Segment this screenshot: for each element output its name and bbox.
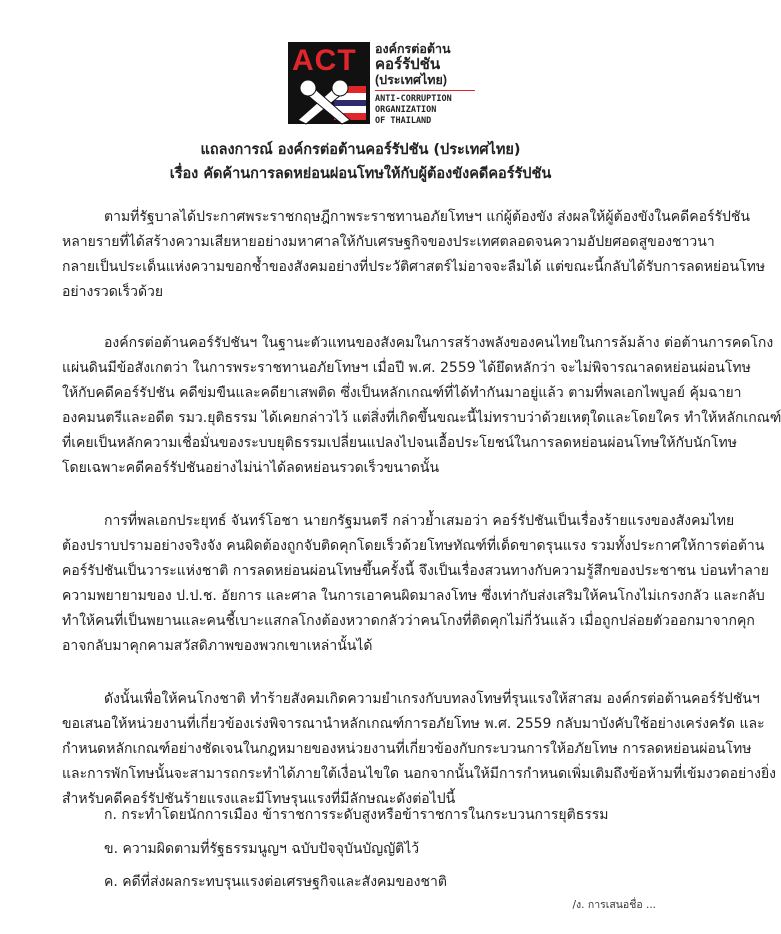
paragraph-line: ขอเสนอให้หน่วยงานที่เกี่ยวข้องเร่งพิจารณานำหลักเกณฑ์การอภัยโทษ พ.ศ. 2559 กลับมาบังคับใช้อย่างเคร่งครัด และ — [62, 716, 765, 732]
act-logo — [288, 42, 473, 124]
document-subject: เรื่อง คัดค้านการลดหย่อนผ่อนโทษให้กับผู้ต้องขังคดีคอร์รัปชัน — [169, 166, 552, 182]
paragraph-line: กำหนดหลักเกณฑ์อย่างชัดเจนในกฎหมายของหน่วยงานที่เกี่ยวข้องกับกระบวนการให้อภัยโทษ การลดหย่อนผ่อนโทษ — [62, 741, 752, 757]
paragraph-line: ที่เคยเป็นหลักความเชื่อมั่นของระบบยุติธรรมเปลี่ยนแปลงไปจนเอื้อประโยชน์ในการลดหย่อนผ่อนโทษให้กับนักโทษ — [62, 435, 737, 451]
paragraph-line: และการพักโทษนั้นจะสามารถกระทำได้ภายใต้เงื่อนไขใด นอกจากนั้นให้มีการกำหนดเพิ่มเติมถึงข้อห้ามที่เข้มงวดอย่างยิ่ง — [62, 766, 776, 782]
paragraph-line: การที่พลเอกประยุทธ์ จันทร์โอชา นายกรัฐมนตรี กล่าวย้ำเสมอว่า คอร์รัปชันเป็นเรื่องร้ายแรงของสังคมไทย — [104, 513, 735, 529]
paragraph — [62, 205, 766, 305]
page-continuation: /ง. การเสนอชื่อ ... — [572, 899, 656, 911]
logo-thai-line: (ประเทศไทย) — [375, 73, 447, 87]
paragraph-line: องค์กรต่อต้านคอร์รัปชันฯ ในฐานะตัวแทนของสังคมในการสร้างพลังของคนไทยในการล้มล้าง ต่อต้านการคดโกง — [104, 335, 774, 351]
paragraph-line: คอร์รัปชันเป็นวาระแห่งชาติ การลดหย่อนผ่อนโทษขึ้นครั้งนี้ จึงเป็นเรื่องสวนทางกับความรู้สึกของประชาชน บ่อนทำลาย — [62, 563, 769, 579]
paragraph-line: ความพยายามของ ป.ป.ช. อัยการ และศาล ในการเอาคนผิดมาลงโทษ ซึ่งเท่ากับส่งเสริมให้คนโกงไม่เกรงกลัว และกลับ — [62, 588, 765, 604]
document-title: แถลงการณ์ องค์กรต่อต้านคอร์รัปชัน (ประเทศไทย) — [200, 142, 521, 158]
paragraph-line: ตามที่รัฐบาลได้ประกาศพระราชกฤษฎีกาพระราชทานอภัยโทษฯ แก่ผู้ต้องขัง ส่งผลให้ผู้ต้องขังในคดีคอร์รัปชัน — [104, 209, 750, 225]
list-item: ก. กระทำโดยนักการเมือง ข้าราชการระดับสูงหรือข้าราชการในกระบวนการยุติธรรม — [104, 807, 609, 823]
paragraph-line: อาจกลับมาคุกคามสวัสดิภาพของพวกเขาเหล่านั้นได้ — [62, 638, 373, 654]
paragraph — [62, 331, 781, 481]
logo-english-line: ORGANIZATION — [375, 105, 437, 115]
paragraph-line: องคมนตรีและอดีต รมว.ยุติธรรม ได้เคยกล่าวไว้ แต่สิ่งที่เกิดขึ้นขณะนี้ไม่ทราบว่าด้วยเหตุใดและโดยใคร ทำให้หลักเกณฑ์ — [62, 410, 781, 426]
logo-english-line: OF THAILAND — [375, 116, 432, 126]
paragraph-line: โดยเฉพาะคดีคอร์รัปชันอย่างไม่น่าได้ลดหย่อนรวดเร็วขนาดนั้น — [62, 460, 440, 476]
paragraph-line: อย่างรวดเร็วด้วย — [62, 284, 164, 300]
logo-english-line: ANTI-CORRUPTION — [375, 94, 452, 104]
paragraph-line: ให้กับคดีคอร์รัปชัน คดีข่มขืนและคดียาเสพติด ซึ่งเป็นหลักเกณฑ์ที่ได้ทำกันมาอยู่แล้ว ตามที่พลเอกไพบูลย์ คุ้มฉายา — [62, 385, 742, 401]
list-item: ข. ความผิดตามที่รัฐธรรมนูญฯ ฉบับปัจจุบันบัญญัติไว้ — [104, 841, 420, 857]
crossed-arms-icon — [294, 80, 354, 124]
logo-text — [375, 42, 475, 127]
paragraph-line: สำหรับคดีคอร์รัปชันร้ายแรงและมีโทษรุนแรงที่มีลักษณะดังต่อไปนี้ — [62, 791, 456, 807]
paragraph-line: กลายเป็นประเด็นแห่งความขอกช้ำของสังคมอย่างที่ประวัติศาสตร์ไม่อาจจะลืมได้ แต่ขณะนี้กลับได้รับการลดหย่อนโทษ — [62, 259, 766, 275]
paragraph-line: ต้องปราบปรามอย่างจริงจัง คนผิดต้องถูกจับติดคุกโดยเร็วด้วยโทษทัณฑ์ที่เด็ดขาดรุนแรง รวมทั้งประกาศให้การต่อต้าน — [62, 538, 765, 554]
paragraph — [62, 687, 776, 812]
paragraph — [62, 509, 769, 659]
logo-mark — [288, 42, 370, 124]
logo-thai-line: องค์กรต่อต้าน — [375, 42, 451, 56]
list-item: ค. คดีที่ส่งผลกระทบรุนแรงต่อเศรษฐกิจและสังคมของชาติ — [104, 874, 447, 890]
paragraph-line: แผ่นดินมีข้อสังเกตว่า ในการพระราชทานอภัยโทษฯ เมื่อปี พ.ศ. 2559 ได้ยึดหลักว่า จะไม่พิจารณาลดหย่อนผ่อนโทษ — [62, 360, 751, 376]
logo-act-letters: ACT — [292, 44, 357, 77]
logo-thai-line: คอร์รัปชัน — [375, 56, 441, 73]
logo-divider — [375, 90, 475, 91]
paragraph-line: ทำให้คนที่เป็นพยานและคนชี้เบาะแสกลโกงต้องหวาดกลัวว่าคนโกงที่ติดคุกไม่กี่วันแล้ว เมื่อถูกปล่อยตัวออกมาจากคุก — [62, 613, 755, 629]
paragraph-line: ดังนั้นเพื่อให้คนโกงชาติ ทำร้ายสังคมเกิดความยำเกรงกับบทลงโทษที่รุนแรงให้สาสม องค์กรต่อต้านคอร์รัปชันฯ — [104, 691, 760, 707]
paragraph-line: หลายรายที่ได้สร้างความเสียหายอย่างมหาศาลให้กับเศรษฐกิจของประเทศตลอดจนความอัปยศอดสูของชาวนา — [62, 234, 715, 250]
